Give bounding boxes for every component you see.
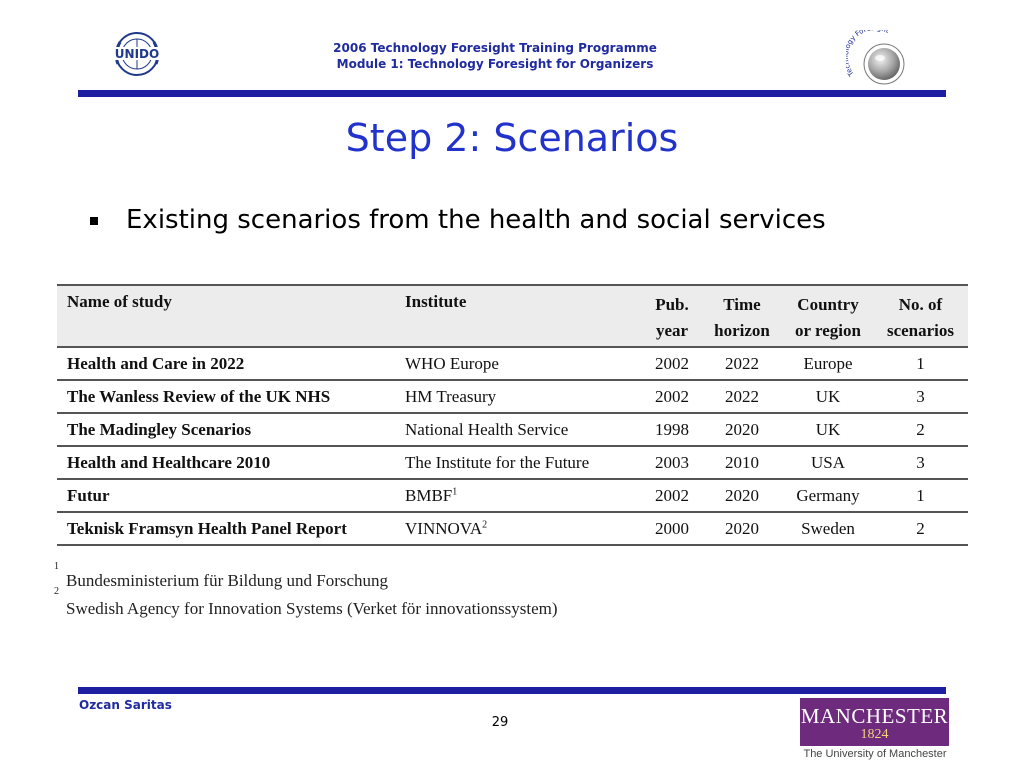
table-row [57,380,968,413]
bullet-item [90,205,826,235]
unido-logo-text: UNIDO [114,47,160,61]
scenarios-count-cell: 2 [873,413,968,446]
header-country-or-region: Country or region [783,285,873,347]
university-of-manchester-logo [800,698,950,766]
header-no-of-scenarios: No. of scenarios [873,285,968,347]
time-horizon-cell: 2010 [701,446,783,479]
table-row [57,512,968,545]
author-name: Ozcan Saritas [79,698,172,712]
scenarios-count-cell: 3 [873,380,968,413]
institute-cell: WHO Europe [395,347,643,380]
pub-year-cell: 2002 [643,380,701,413]
institute-cell: The Institute for the Future [395,446,643,479]
programme-header [250,40,740,72]
study-name: Futur [57,479,395,512]
footnote-number: 1 [54,561,59,572]
scenarios-count-cell: 3 [873,446,968,479]
country-cell: Germany [783,479,873,512]
header-pub-year: Pub. year [643,285,701,347]
country-cell: Europe [783,347,873,380]
time-horizon-cell: 2022 [701,380,783,413]
technology-foresight-logo-text: T gy Fo t [846,30,891,78]
bullet-text: Existing scenarios from the health and social services [126,205,826,235]
scenarios-count-cell: 2 [873,512,968,545]
square-bullet-icon [90,217,98,225]
header-divider [78,90,946,97]
study-name: Health and Care in 2022 [57,347,395,380]
institute-cell: National Health Service [395,413,643,446]
time-horizon-cell: 2020 [701,413,783,446]
time-horizon-cell: 2020 [701,512,783,545]
table-row [57,347,968,380]
footnote-ref: 2 [482,518,488,530]
manchester-logo-subtitle: The University of Manchester [803,748,947,760]
pub-year-cell: 2000 [643,512,701,545]
header-time-horizon: Time horizon [701,285,783,347]
country-cell: UK [783,413,873,446]
pub-year-cell: 2002 [643,347,701,380]
manchester-logo-name: MANCHESTER [800,704,949,728]
footnote-ref: 1 [452,485,458,497]
pub-year-cell: 2003 [643,446,701,479]
footnote-text: Swedish Agency for Innovation Systems (Verket för innovationssystem) [66,599,558,618]
footnote-number: 2 [54,586,59,597]
institute-cell: HM Treasury [395,380,643,413]
country-cell: USA [783,446,873,479]
page-number: 29 [491,715,509,730]
study-name: Teknisk Framsyn Health Panel Report [57,512,395,545]
institute-cell: VINNOVA$^2$ [395,512,643,545]
header-institute: Institute [395,285,643,347]
table-row [57,446,968,479]
time-horizon-cell: 2022 [701,347,783,380]
programme-title: 2006 Technology Foresight Training Programme [333,41,657,55]
footer-divider [78,687,946,694]
study-name: Health and Healthcare 2010 [57,446,395,479]
header-name-of-study: Name of study [57,285,395,347]
study-name: The Wanless Review of the UK NHS [57,380,395,413]
pub-year-cell: 1998 [643,413,701,446]
country-cell: Sweden [783,512,873,545]
module-title: Module 1: Technology Foresight for Organizers [336,57,654,71]
slide-title: Step 2: Scenarios [345,116,679,160]
manchester-logo-year: 1824 [860,727,889,742]
scenarios-count-cell: 1 [873,347,968,380]
scenario-studies-table [57,284,968,546]
scenarios-count-cell: 1 [873,479,968,512]
table-row [57,413,968,446]
footnote-text: Bundesministerium für Bildung und Forschung [66,571,389,590]
pub-year-cell: 2002 [643,479,701,512]
time-horizon-cell: 2020 [701,479,783,512]
unido-logo [108,30,166,78]
table-header-row [57,285,968,347]
study-name: The Madingley Scenarios [57,413,395,446]
institute-cell: BMBF$^1$ [395,479,643,512]
manchester-logo-box [800,698,949,746]
table-row [57,479,968,512]
technology-foresight-logo [846,30,910,88]
country-cell: UK [783,380,873,413]
